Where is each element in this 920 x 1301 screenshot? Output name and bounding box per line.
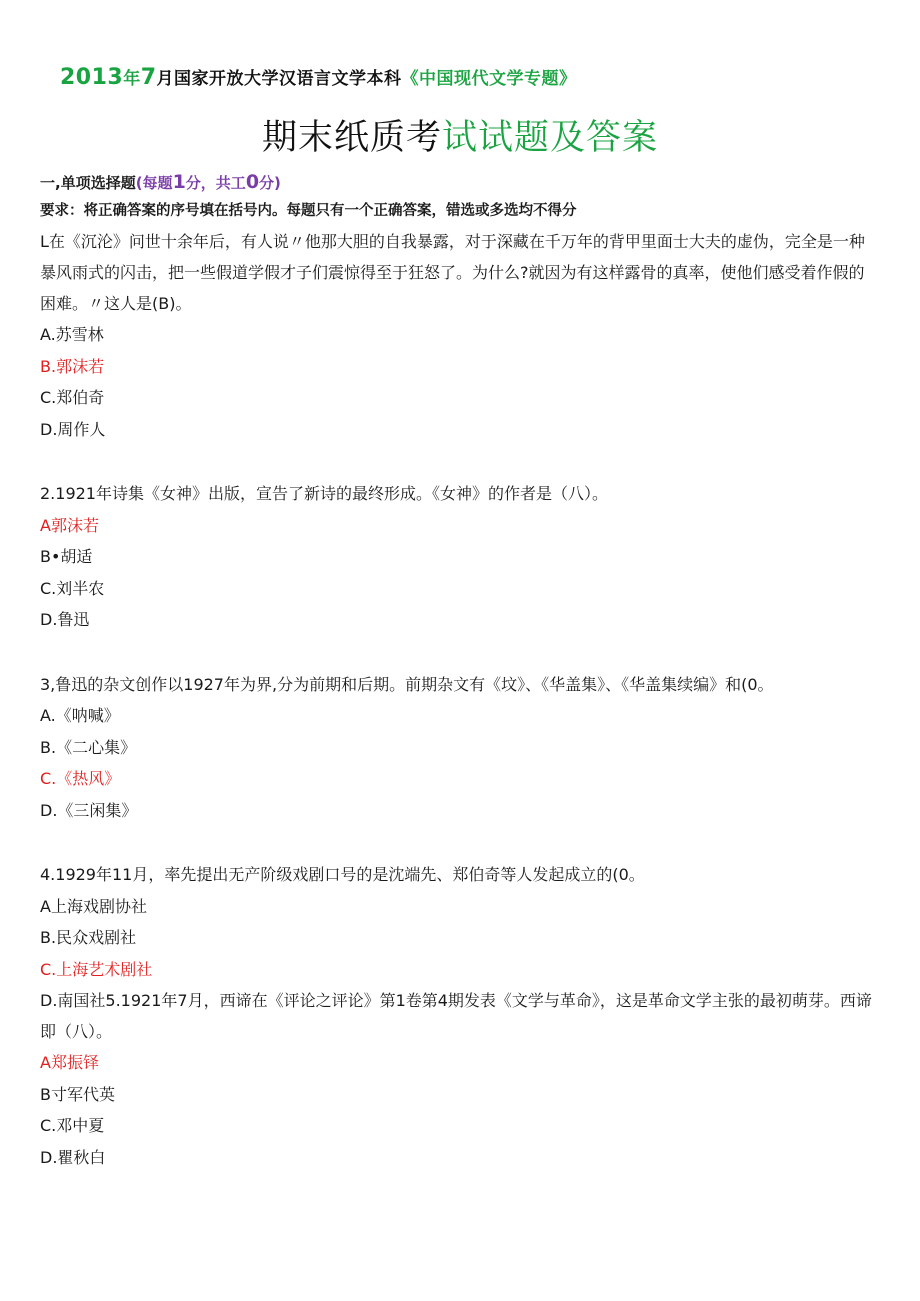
option-3c-correct: C.《热风》: [40, 769, 121, 788]
option-5b: B寸军代英: [40, 1084, 115, 1104]
option-4a: A上海戏剧协社: [40, 896, 147, 916]
score-per-question: 1: [172, 171, 186, 193]
question-gap: [40, 826, 880, 859]
option-2a-correct: A郭沫若: [40, 515, 99, 535]
option-3b: B.《二心集》: [40, 737, 137, 757]
score-mid: 分，共工: [185, 174, 246, 192]
option-5c: C.邓中夏: [40, 1116, 105, 1135]
question-stem-2: 2.1921年诗集《女神》出版，宣告了新诗的最终形成。《女神》的作者是（八）。: [40, 484, 608, 503]
score-prefix: (每题: [135, 174, 173, 192]
question-stem-5: D.南国社5.1921年7月，西谛在《评论之评论》第1卷第4期发表《文学与革命》，这是革命文学主张的最初萌芽。西谛即（八）。: [40, 991, 872, 1041]
question-stem-3: 3,鲁迅的杂文创作以1927年为界,分为前期和后期。前期杂文有《坟》、《华盖集》、《华盖集续编》和(0。: [40, 674, 774, 694]
option-5d: D.瞿秋白: [40, 1147, 106, 1167]
option-2c: C.刘半农: [40, 578, 105, 598]
option-5a-correct: A郑振铎: [40, 1053, 99, 1072]
option-3a: A.《呐喊》: [40, 706, 120, 725]
exam-content: [40, 168, 880, 1173]
header-year: 2013: [60, 65, 124, 90]
score-total: 0: [245, 171, 260, 193]
question-stem-4: 4.1929年11月，率先提出无产阶级戏剧口号的是沈端先、郑伯奇等人发起成立的(0。: [40, 865, 645, 884]
page-title-part2: 试试题及答案: [442, 118, 659, 158]
section-heading: [40, 168, 880, 196]
option-1b-correct: B.郭沫若: [40, 356, 105, 376]
page-title: [0, 110, 920, 160]
question-gap: [40, 636, 880, 669]
option-3d: D.《三闲集》: [40, 800, 138, 820]
option-2b: B•胡适: [40, 547, 93, 566]
header-year-suffix: 年: [123, 69, 141, 89]
score-suffix: 分): [259, 174, 281, 192]
option-1c: C.郑伯奇: [40, 388, 105, 407]
header-course: 《中国现代文学专题》: [401, 69, 577, 89]
question-gap: [40, 445, 880, 478]
exam-header: [60, 64, 577, 90]
page-title-part1: 期末纸质考: [261, 118, 442, 158]
section-title: 一,单项选择题: [40, 174, 136, 192]
question-stem-1: L在《沉沦》问世十余年后，有人说〃他那大胆的自我暴露，对于深藏在千万年的背甲里面士大夫的虚伪，完全是一种暴风雨式的闪击，把一些假道学假才子们震惊得至于狂怒了。为什么?就因为有这样露骨的真率，使他们感受着作假的困难。〃这人是(B)。: [40, 232, 865, 313]
option-4b: B.民众戏剧社: [40, 928, 137, 947]
option-1d: D.周作人: [40, 419, 106, 439]
header-org: 月国家开放大学汉语言文学本科: [156, 69, 402, 89]
option-1a: A.苏雪林: [40, 325, 104, 344]
option-4c-correct: C.上海艺术剧社: [40, 959, 153, 979]
option-2d: D.鲁迅: [40, 610, 90, 629]
header-month: 7: [140, 65, 157, 90]
section-requirement: 要求：将正确答案的序号填在括号内。每题只有一个正确答案，错选或多选均不得分: [40, 203, 577, 219]
